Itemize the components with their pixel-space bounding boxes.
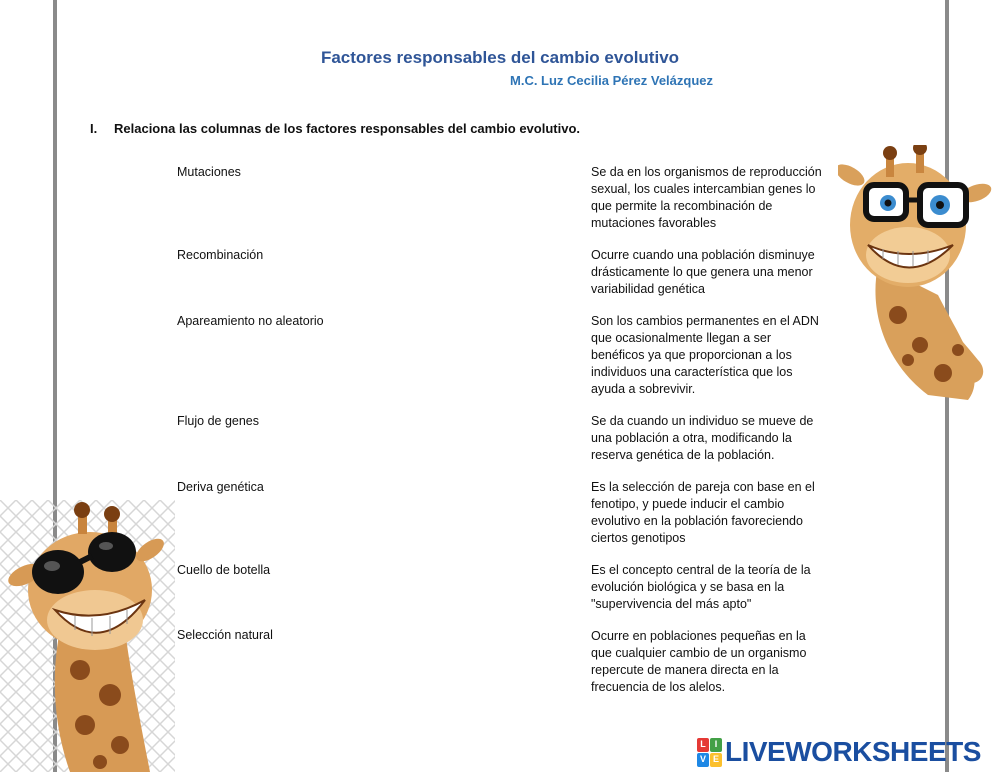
logo-letter-e: E <box>710 753 722 767</box>
giraffe-sunglasses-illustration <box>0 500 175 772</box>
term-item[interactable]: Flujo de genes <box>177 414 260 428</box>
term-item[interactable]: Mutaciones <box>177 165 241 179</box>
page-title: Factores responsables del cambio evolutivo <box>320 48 680 67</box>
definition-item[interactable]: Es la selección de pareja con base en el fenotipo, y puede inducir el cambio evolutivo en la población favoreciendo ciertos genotipos <box>591 480 815 545</box>
liveworksheets-logo[interactable] <box>697 737 981 767</box>
term-item[interactable]: Apareamiento no aleatorio <box>177 314 324 328</box>
definition-item[interactable]: Ocurre cuando una población disminuye drásticamente lo que genera una menor variabilidad genética <box>591 248 815 296</box>
term-item[interactable]: Cuello de botella <box>177 563 271 577</box>
definition-item[interactable]: Son los cambios permanentes en el ADN que ocasionalmente llegan a ser benéficos ya que proporcionan a los individuos una característica que los ayuda a sobrevivir. <box>591 314 819 396</box>
logo-letter-v: V <box>697 753 709 767</box>
liveworksheets-logo-icon <box>697 738 721 766</box>
definition-item[interactable]: Se da en los organismos de reproducción sexual, los cuales intercambian genes lo que permite la recombinación de mutaciones favorables <box>591 165 822 230</box>
giraffe-glasses-illustration <box>838 145 998 405</box>
logo-letter-i: I <box>710 738 722 752</box>
term-item[interactable]: Deriva genética <box>177 480 264 494</box>
logo-letter-l: L <box>697 738 709 752</box>
instruction-text: Relaciona las columnas de los factores responsables del cambio evolutivo. <box>114 121 580 136</box>
instruction-number: I. <box>90 121 98 136</box>
instruction <box>90 121 580 136</box>
definition-item[interactable]: Es el concepto central de la teoría de la evolución biológica y se basa en la "supervivencia del más apto" <box>591 563 811 611</box>
term-item[interactable]: Selección natural <box>177 628 273 642</box>
term-item[interactable]: Recombinación <box>177 248 264 262</box>
definition-item[interactable]: Se da cuando un individuo se mueve de una población a otra, modificando la reserva genética de la población. <box>591 414 814 462</box>
definition-item[interactable]: Ocurre en poblaciones pequeñas en la que cualquier cambio de un organismo repercute de manera directa en la frecuencia de los alelos. <box>591 629 807 694</box>
author-name: M.C. Luz Cecilia Pérez Velázquez <box>510 73 714 88</box>
liveworksheets-logo-text: LIVEWORKSHEETS <box>725 736 981 767</box>
